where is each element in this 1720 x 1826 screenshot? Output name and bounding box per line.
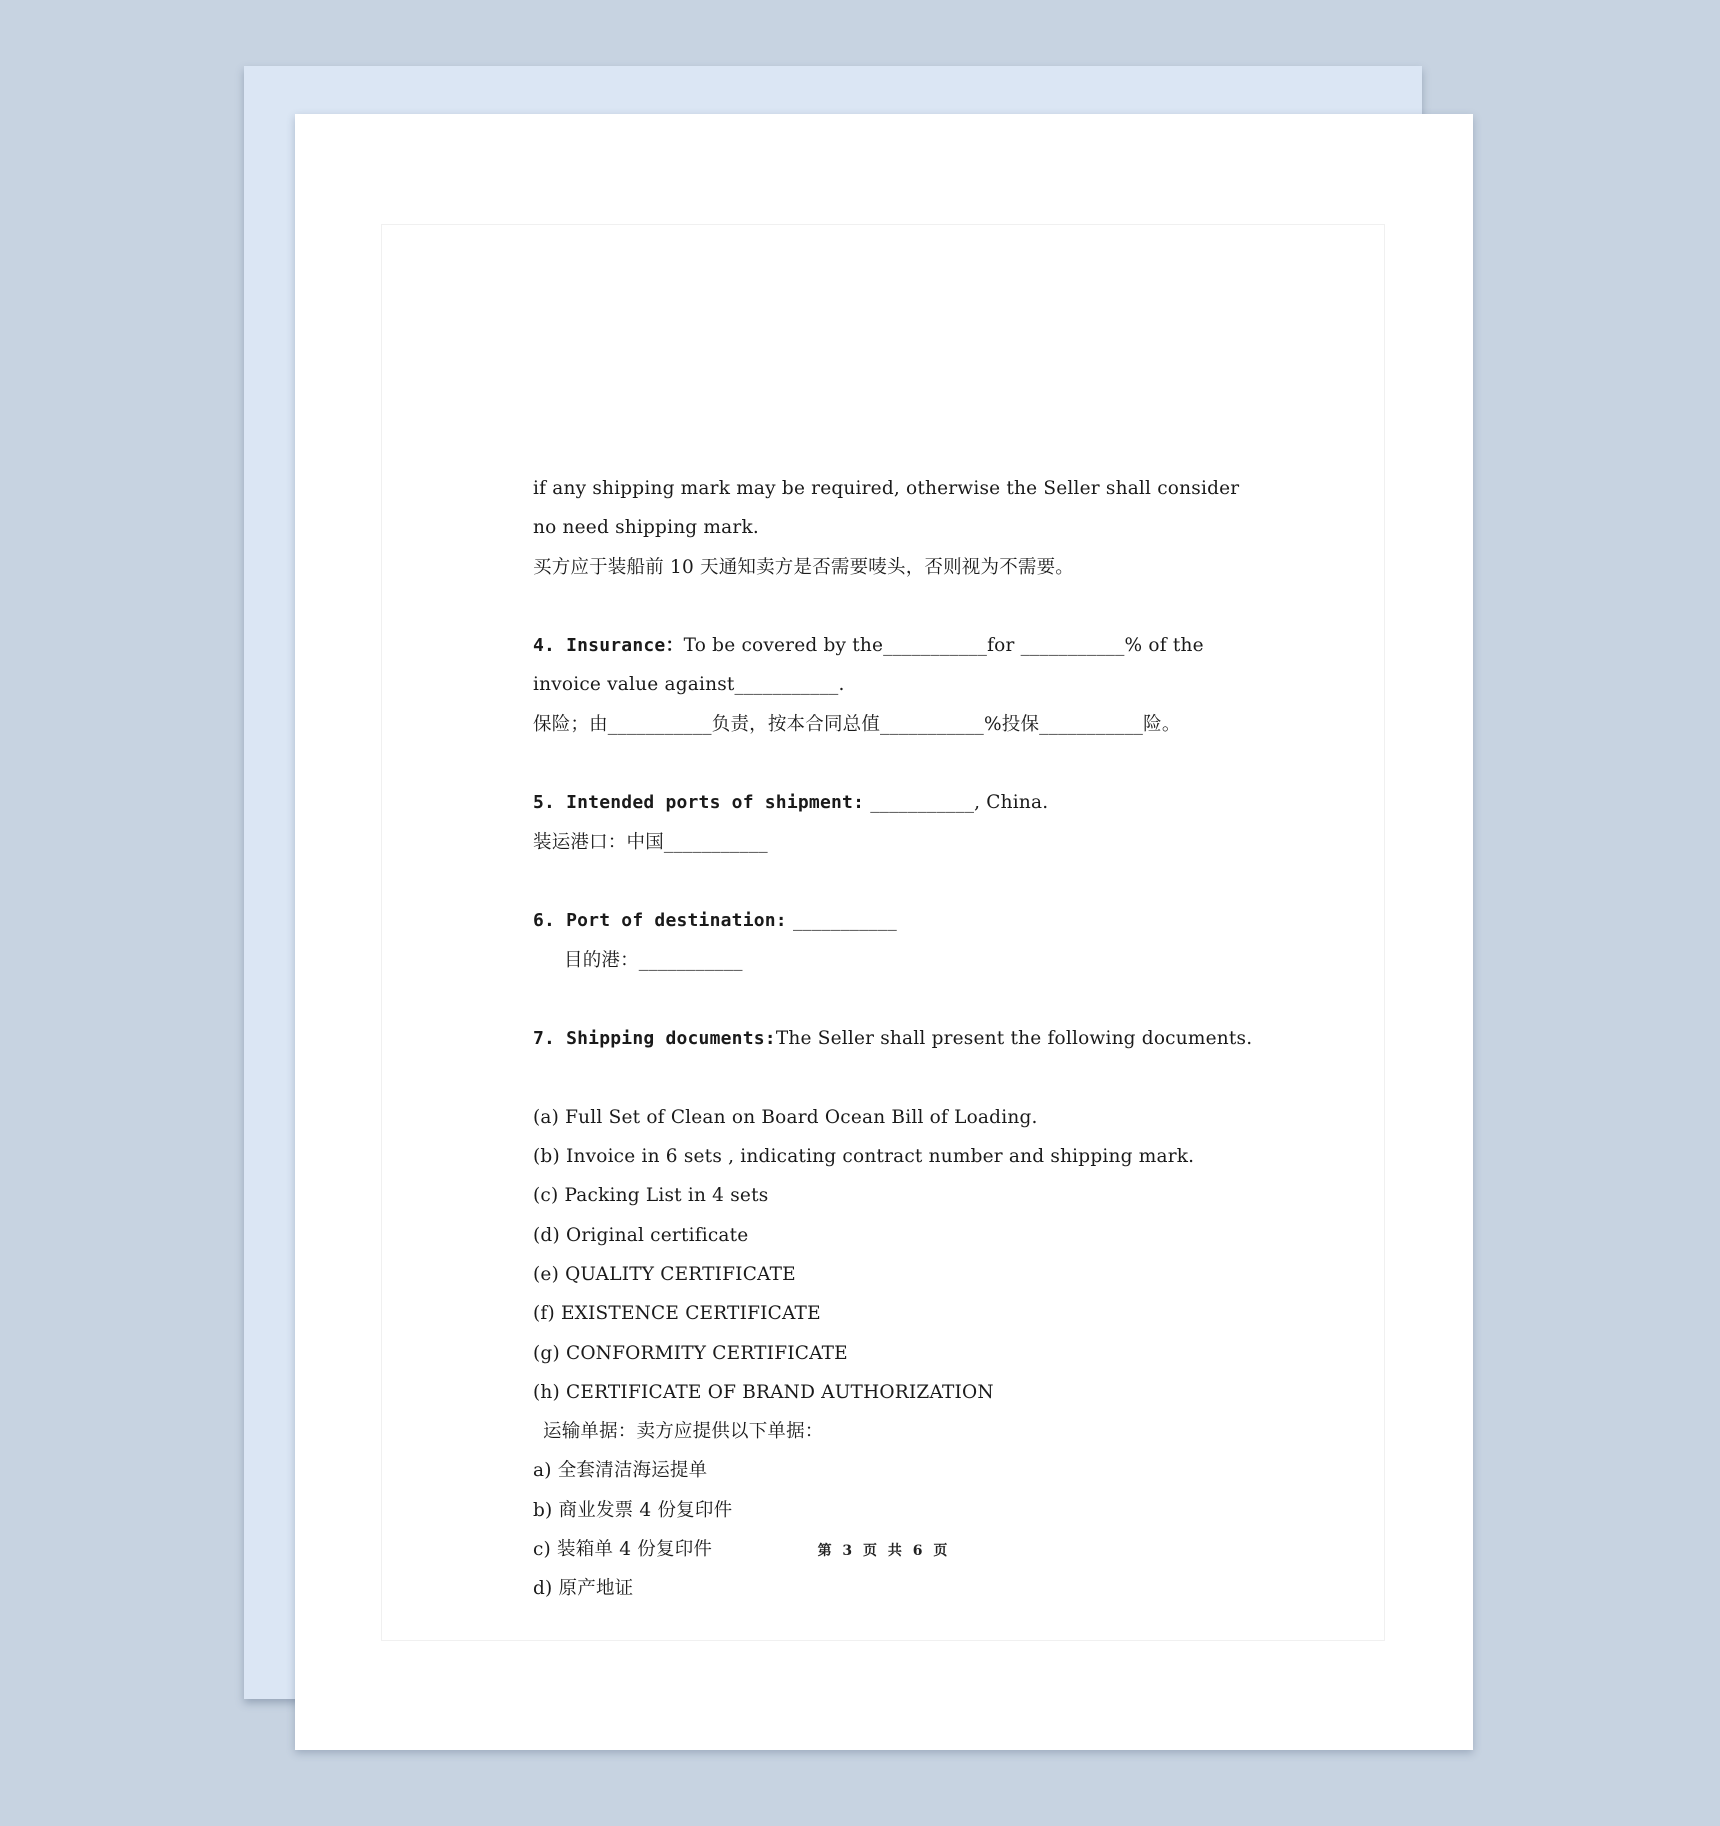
list-item: (c) Packing List in 4 sets	[533, 1185, 769, 1207]
list-item: (a) Full Set of Clean on Board Ocean Bill of Loading.	[533, 1106, 1038, 1128]
clause-label: 6. Port of destination:	[533, 910, 787, 932]
page-content	[533, 469, 1333, 1609]
clause-text: ___________, China.	[864, 792, 1049, 814]
clause-label: 5. Intended ports of shipment:	[533, 792, 865, 814]
paragraph-gap	[533, 744, 1333, 783]
text-line: invoice value against___________.	[533, 674, 845, 696]
clause-port-of-destination	[533, 901, 1333, 940]
list-item: (g) CONFORMITY CERTIFICATE	[533, 1342, 848, 1364]
clause-insurance	[533, 626, 1333, 665]
text-line: 目的港：___________	[564, 949, 743, 971]
text-line: 运输单据：卖方应提供以下单据：	[543, 1421, 824, 1443]
list-item: (h) CERTIFICATE OF BRAND AUTHORIZATION	[533, 1381, 994, 1403]
clause-text: To be covered by the___________for ___________% of the	[683, 635, 1204, 657]
page-number-footer: 第 3 页 共 6 页	[817, 1543, 951, 1559]
clause-text: The Seller shall present the following documents.	[775, 1028, 1253, 1050]
paragraph-gap	[533, 587, 1333, 626]
list-item: (f) EXISTENCE CERTIFICATE	[533, 1303, 821, 1325]
list-item: (d) Original certificate	[533, 1224, 749, 1246]
list-item: (b) Invoice in 6 sets , indicating contract number and shipping mark.	[533, 1146, 1195, 1168]
clause-label: 7. Shipping documents:	[533, 1028, 776, 1050]
text-line: no need shipping mark.	[533, 517, 759, 539]
clause-shipping-documents	[533, 1019, 1333, 1058]
clause-ports-of-shipment	[533, 783, 1333, 822]
text-line: 买方应于装船前 10 天通知卖方是否需要唛头，否则视为不需要。	[533, 556, 1075, 578]
paragraph-gap	[533, 1058, 1333, 1097]
text-line: 保险；由___________负责，按本合同总值___________%投保___________险。	[533, 713, 1181, 735]
text-line: if any shipping mark may be required, otherwise the Seller shall consider	[533, 478, 1240, 499]
list-item: b) 商业发票 4 份复印件	[533, 1499, 733, 1521]
list-item: d) 原产地证	[533, 1578, 634, 1600]
list-item: (e) QUALITY CERTIFICATE	[533, 1263, 796, 1285]
clause-text: ___________	[786, 910, 897, 932]
document-page	[295, 114, 1473, 1750]
list-item: c) 装箱单 4 份复印件	[533, 1539, 713, 1561]
paragraph-gap	[533, 980, 1333, 1019]
clause-label: 4. Insurance：	[533, 635, 684, 657]
text-line: 装运港口：中国___________	[533, 831, 768, 853]
paragraph-gap	[533, 862, 1333, 901]
list-item: a) 全套清洁海运提单	[533, 1460, 708, 1482]
